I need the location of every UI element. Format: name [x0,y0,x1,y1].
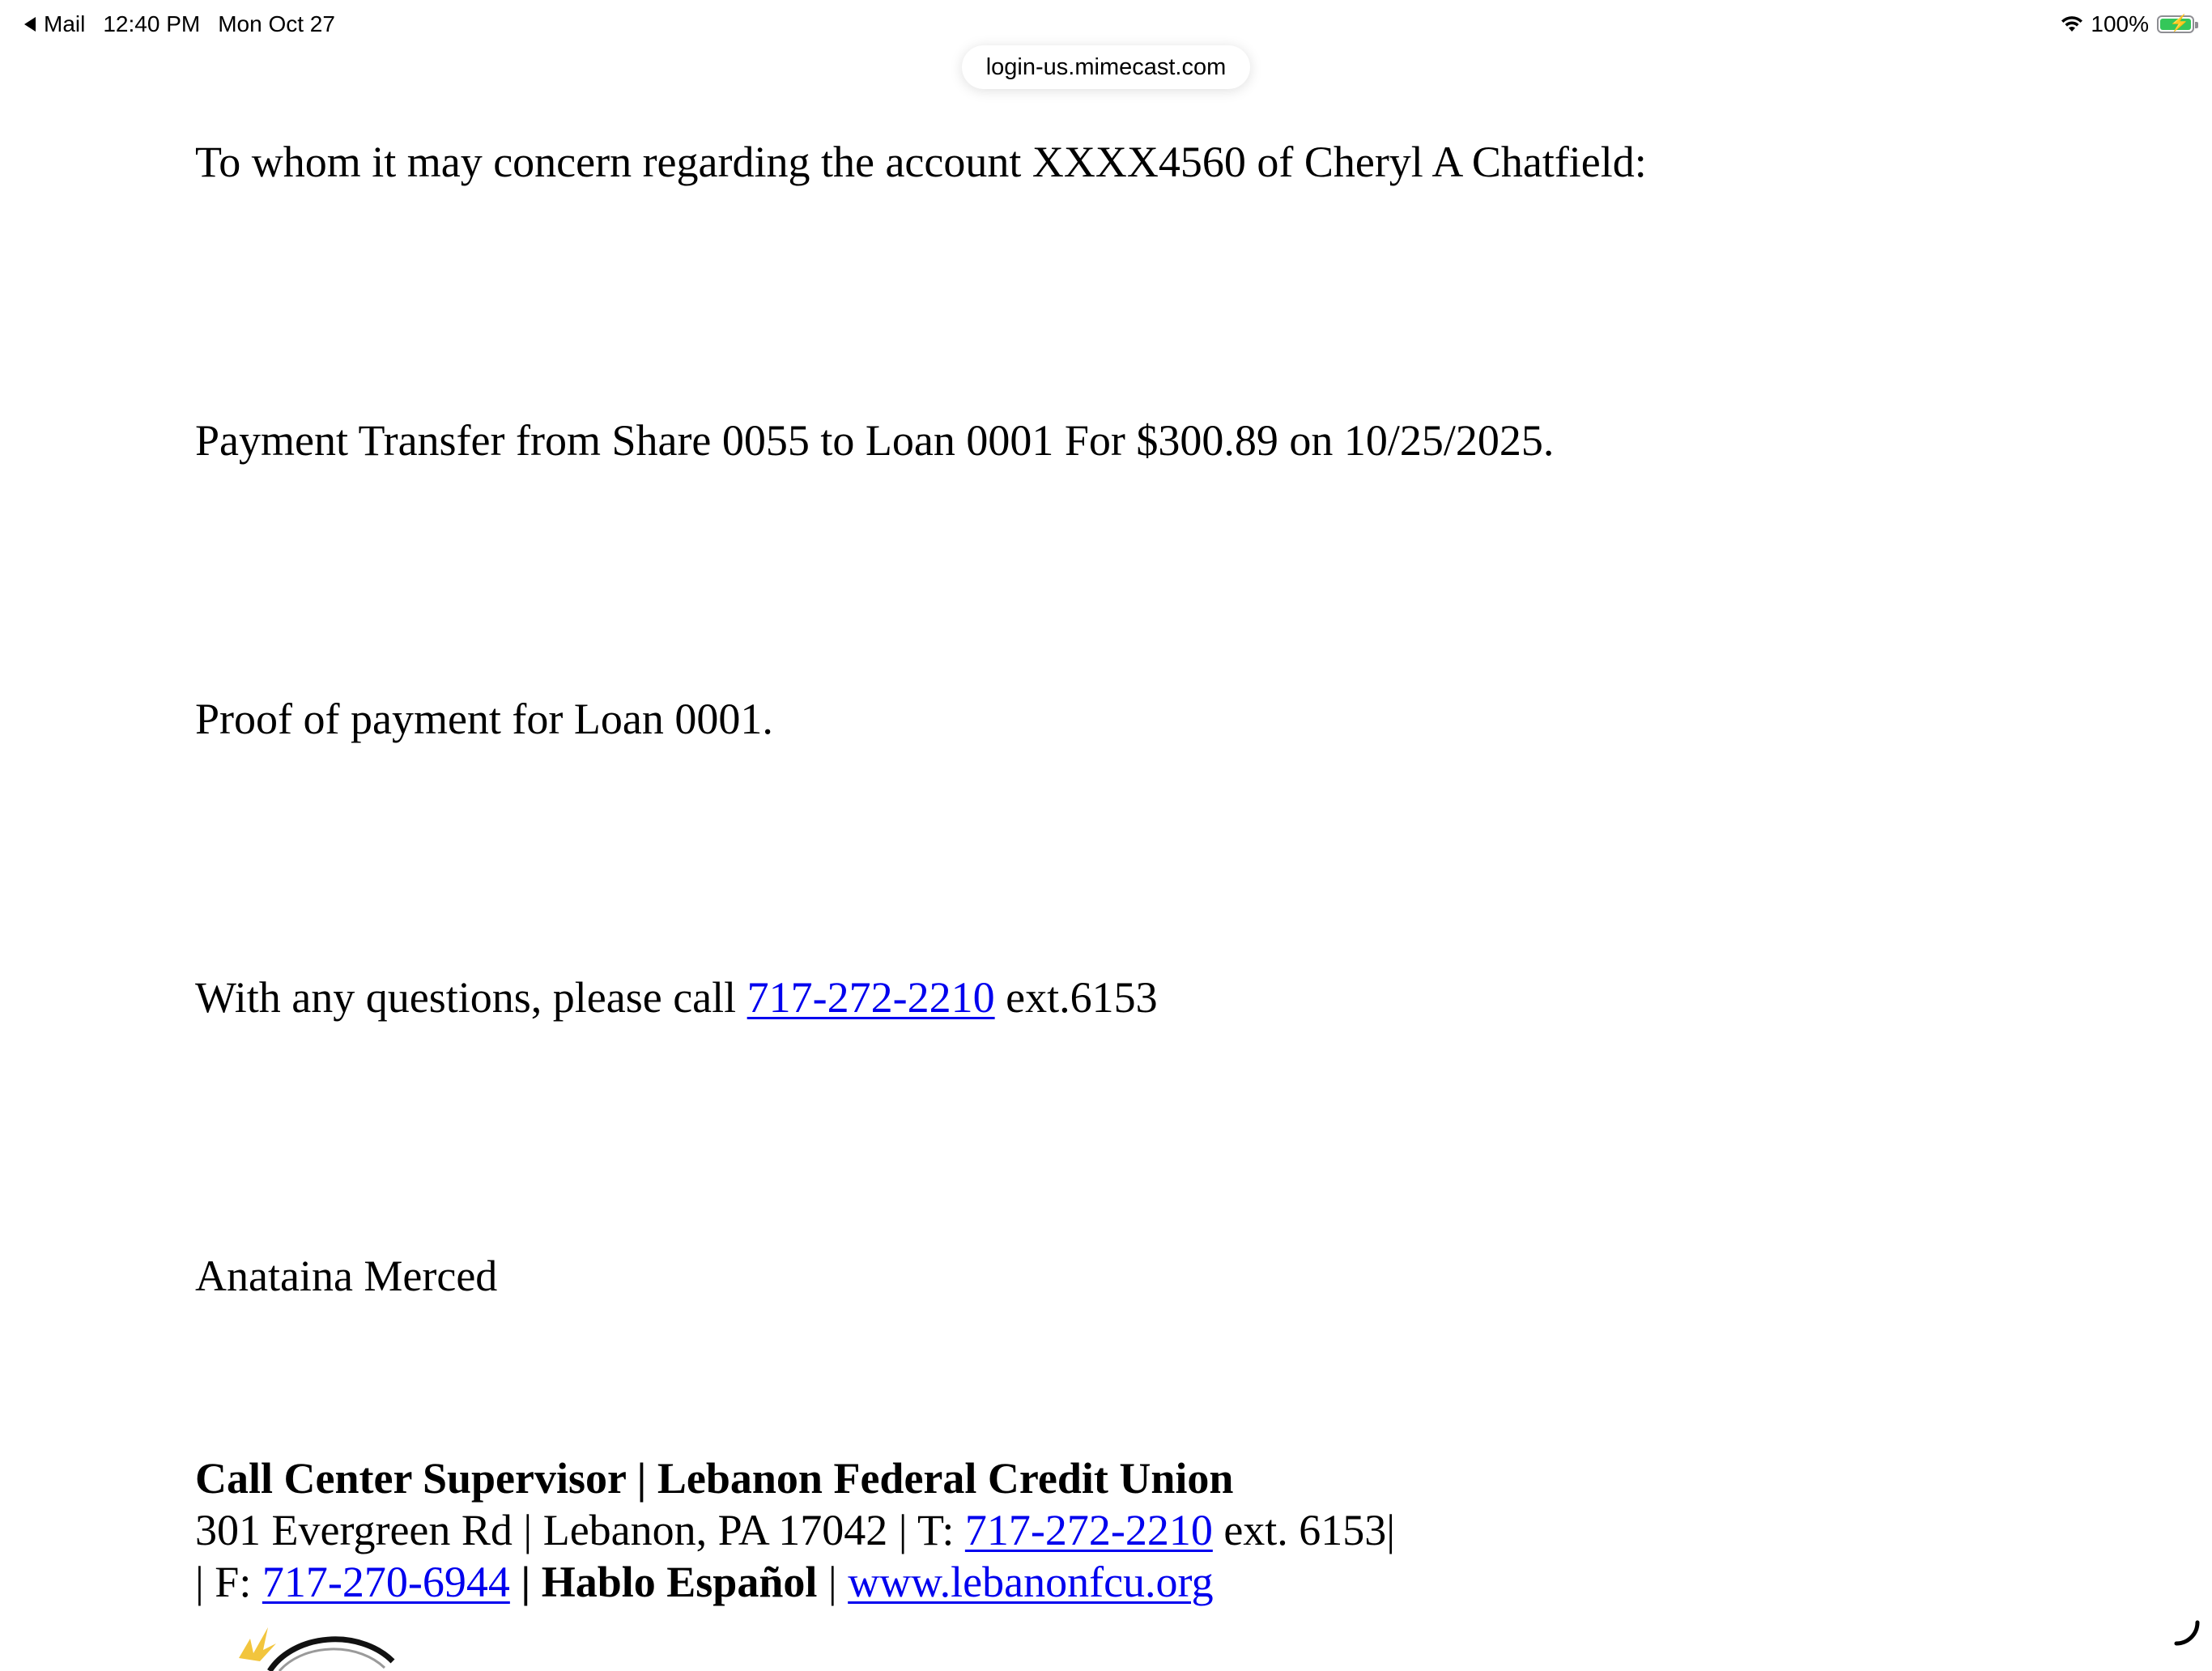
greeting-paragraph: To whom it may concern regarding the account XXXX4560 of Cheryl A Chatfield: [195,138,1647,186]
website-link[interactable]: www.lebanonfcu.org [848,1558,1214,1606]
proof-paragraph: Proof of payment for Loan 0001. [195,695,773,743]
status-bar [0,0,2212,52]
status-right [2060,11,2194,37]
resize-handle-icon[interactable] [2172,1618,2201,1647]
signature-phone-suffix: ext. 6153| [1212,1506,1396,1554]
charging-bolt-icon: ⚡ [2169,15,2189,32]
questions-prefix: With any questions, please call [195,973,747,1022]
spanish-label: Hablo Español [541,1558,818,1606]
battery-cap [2195,22,2198,28]
signature-block [195,1452,1395,1608]
wifi-icon [2060,15,2084,33]
signature-phone-link[interactable]: 717-272-2210 [964,1506,1213,1554]
status-date: Mon Oct 27 [218,11,335,36]
signature-address: 301 Evergreen Rd | Lebanon, PA 17042 | T: [195,1506,965,1554]
back-to-app-link[interactable]: Mail [44,11,86,36]
fax-link[interactable]: 717-270-6944 [262,1558,510,1606]
url-bar[interactable]: login-us.mimecast.com [962,45,1250,89]
fax-prefix: | F: [195,1558,262,1606]
questions-paragraph [195,972,1158,1023]
status-time: 12:40 PM [103,11,201,36]
separator-2: | [817,1558,849,1606]
battery-icon [2157,15,2194,33]
questions-suffix: ext.6153 [994,973,1158,1022]
credit-union-logo-icon [223,1622,409,1671]
sender-name: Anataina Merced [195,1252,498,1300]
battery-percent: 100% [2091,11,2149,36]
separator: | [509,1558,542,1606]
questions-phone-link[interactable]: 717-272-2210 [747,973,995,1022]
signature-title: Call Center Supervisor | Lebanon Federal Credit Union [195,1454,1234,1503]
signature-contact-line [195,1556,1395,1608]
signature-address-line [195,1504,1395,1556]
status-left [24,11,335,37]
back-chevron-icon[interactable] [24,17,36,32]
transfer-paragraph: Payment Transfer from Share 0055 to Loan 0001 For $300.89 on 10/25/2025. [195,416,1555,465]
